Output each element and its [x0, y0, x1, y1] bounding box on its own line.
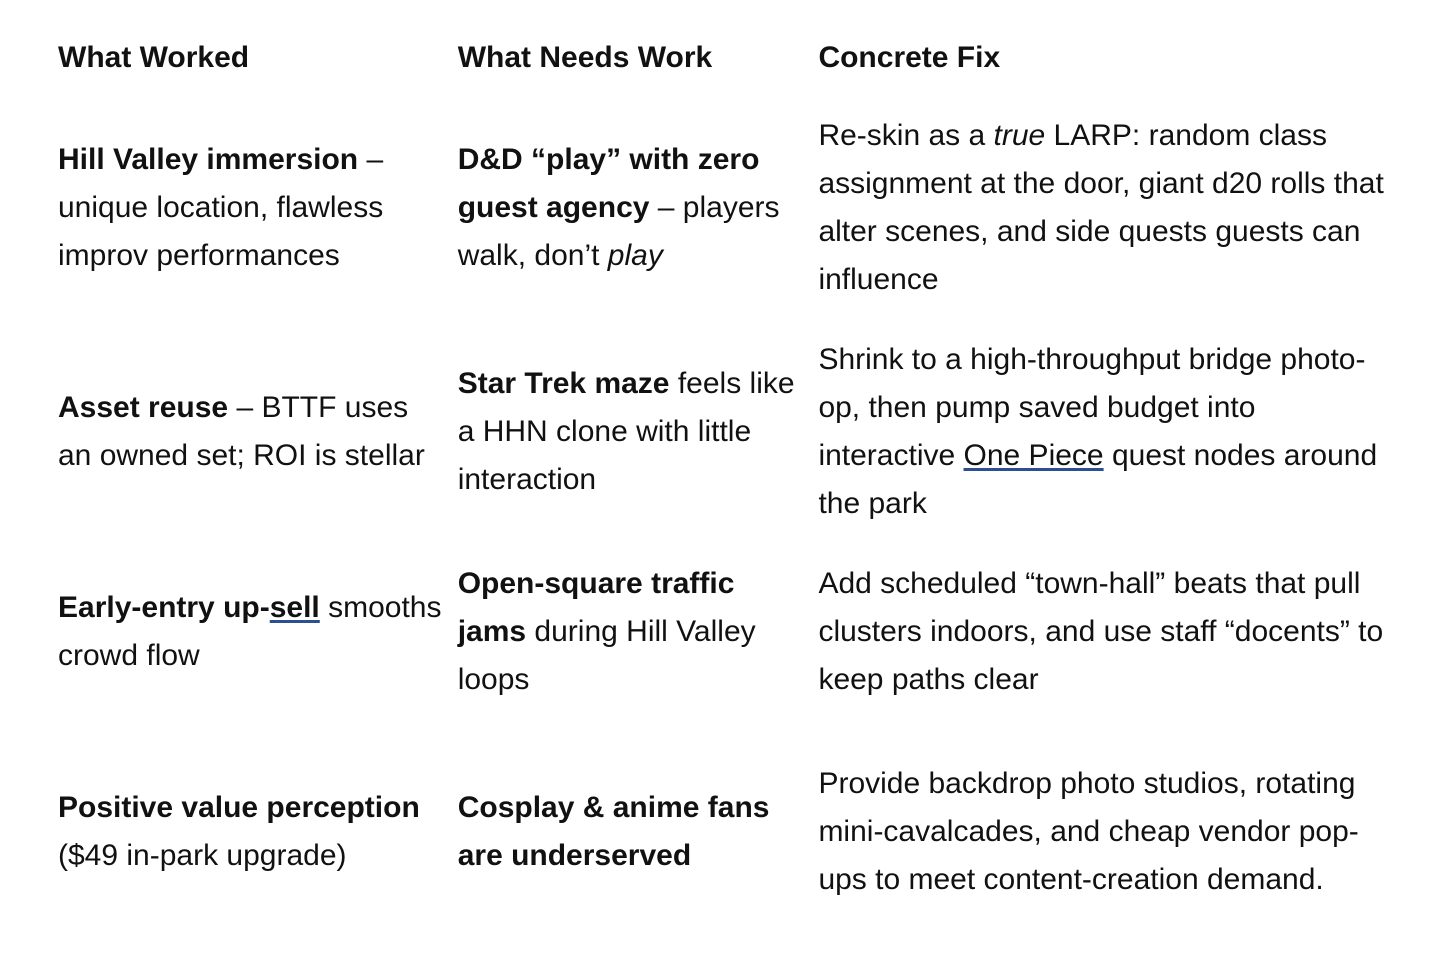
cell-what-worked [58, 784, 458, 880]
comparison-table [58, 26, 1398, 928]
cell-concrete-fix [818, 336, 1398, 528]
cell-what-worked [58, 136, 458, 280]
cell-what-needs-work [458, 784, 819, 880]
cell-what-needs-work [458, 560, 819, 704]
cell-concrete-fix [818, 112, 1398, 304]
cell-what-worked [58, 584, 458, 680]
table-row [58, 112, 1398, 304]
cell-text: – BTTF uses an owned set; ROI is stellar [58, 391, 425, 472]
cell-concrete-fix [818, 560, 1398, 704]
cell-what-worked [58, 384, 458, 480]
cell-text: Re-skin as a [818, 119, 994, 152]
cell-bold-text: Hill Valley immersion [58, 143, 359, 176]
cell-text: Add scheduled “town-hall” beats that pull clusters indoors, and use staff “docents” to keep paths clear [818, 567, 1384, 696]
sell-link[interactable]: sell [269, 591, 320, 624]
header-concrete-fix: Concrete Fix [818, 41, 1001, 74]
cell-italic-text: play [607, 239, 663, 272]
cell-bold-text: Asset reuse [58, 391, 229, 424]
table-row [58, 336, 1398, 528]
cell-text: during Hill Valley loops [457, 615, 756, 696]
one-piece-link[interactable]: One Piece [963, 439, 1104, 472]
cell-text: – players walk, don’t [457, 191, 780, 272]
cell-bold-text: Star Trek maze [457, 367, 670, 400]
cell-bold-text: Early-entry up- [58, 591, 270, 624]
cell-text: smooths crowd flow [58, 591, 442, 672]
table-row [58, 560, 1398, 704]
cell-text: Shrink to a high-throughput bridge photo-op, then pump saved budget into interactive [818, 343, 1366, 472]
table-header-row [58, 26, 1398, 90]
cell-text: ($49 in-park upgrade) [58, 839, 347, 872]
cell-text: Provide backdrop photo studios, rotating mini-cavalcades, and cheap vendor pop-ups to meet content-creation demand. [818, 767, 1359, 896]
cell-text: feels like a HHN clone with little interaction [457, 367, 795, 496]
cell-italic-text: true [993, 119, 1046, 152]
cell-bold-text: Open-square traffic jams [457, 567, 735, 648]
cell-bold-text: D&D “play” with zero guest agency [457, 143, 760, 224]
cell-what-needs-work [458, 360, 819, 504]
table-row [58, 736, 1398, 928]
header-what-needs-work: What Needs Work [457, 41, 713, 74]
header-what-worked: What Worked [58, 41, 250, 74]
cell-concrete-fix [818, 760, 1398, 904]
cell-text: – unique location, flawless improv performances [58, 143, 384, 272]
cell-bold-text: Positive value perception [58, 791, 420, 824]
cell-text: quest nodes around the park [818, 439, 1378, 520]
cell-bold-text: Cosplay & anime fans are underserved [457, 791, 770, 872]
cell-text: LARP: random class assignment at the door, giant d20 rolls that alter scenes, and side quests guests can influence [818, 119, 1384, 296]
cell-what-needs-work [458, 136, 819, 280]
